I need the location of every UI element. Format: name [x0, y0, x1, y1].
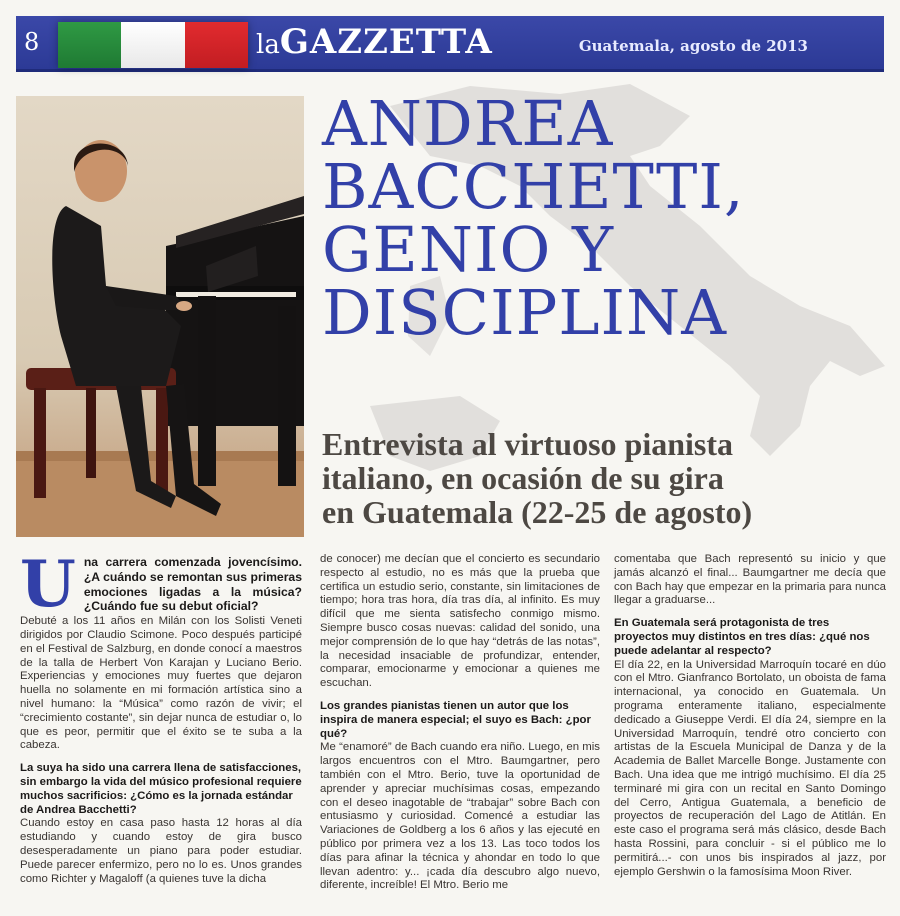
subheadline-line: Entrevista al virtuoso pianista: [322, 426, 733, 462]
article-column-3: [614, 553, 886, 879]
answer-paragraph: El día 22, en la Universidad Marroquín tocaré en dúo con el Mtro. Gianfranco Bortolato, un oboista de fama internacional, ya conocido en Guatemala. Un programa enteramente italiano, especialmente dedicado a Giuseppe Verdi. El día 24, siempre en la Universidad Marroquín, tendré otro concierto con artistas de la Escuela Municipal de Danza y de la Academia de Ballet Marcelle Bonge. Justamente con Bach. Una idea que me intrigó muchísimo. El día 25 terminaré mi gira con un recital en Santo Domingo del Cerro, Antigua Guatemala, a beneficio de proyectos de recuperación del Lago de Atitlán. En este caso el programa será más clásico, desde Bach hasta Rossini, para concluir - si el público me lo permitirá...- con unos bis inspirados al jazz, por ejemplo Gershwin o la famosísima Moon River.: [614, 658, 886, 878]
headline-line: ANDREA: [322, 87, 614, 160]
headline: [322, 87, 882, 349]
headline-line: BACCHETTI,: [322, 150, 745, 223]
article-column-1: [20, 547, 302, 886]
logo-name: GAZZETTA: [279, 22, 493, 62]
drop-cap: U: [20, 547, 76, 622]
intro-question: Una carrera comenzada jovencísimo. ¿A cuándo se remontan sus primeras emociones ligadas a la música? ¿Cuándo fue su debut oficial?: [20, 547, 302, 622]
pianist-photo: [16, 96, 304, 537]
interview-question: En Guatemala será protagonista de tres proyectos muy distintos en tres días: ¿qué nos puede adelantar al respecto?: [614, 617, 870, 657]
article-column-2: [320, 553, 600, 893]
subheadline-line: italiano, en ocasión de su gira: [322, 460, 724, 496]
answer-paragraph: de conocer) me decían que el concierto es secundario respecto al estudio, no es más que la prueba que certifica un estudio serio, constante, sin limitaciones de tiempo; hora tras hora, día tras día, al infinito. Es muy difícil que me sienta satisfecho conmigo mismo. Siempre busco cosas nuevas: calidad del sonido, una mejor comprensión de lo que hay “detrás de las notas”, la necesidad insaciable de profundizar, entender, comparar, emocionarme y emocionar a quienes me escuchan.: [320, 553, 600, 690]
italian-flag-icon: [58, 22, 248, 68]
interview-question: La suya ha sido una carrera llena de satisfacciones, sin embargo la vida del músico profesional requiere muchos sacrificios: ¿Cómo es la jornada estándar de Andrea Bacchetti?: [20, 762, 302, 816]
page-number: 8: [24, 28, 40, 56]
headline-line: DISCIPLINA: [322, 276, 728, 349]
answer-paragraph: Me “enamoré” de Bach cuando era niño. Luego, en mis largos encuentros con el Mtro. Baumgartner, pero también con el Mtro. Berio, tuve la oportunidad de aprender y apreciar muchísimas cosas, empezando con el deseo inagotable de “trabajar” sobre Bach con entusiasmo y curiosidad. Comencé a estudiar las Variaciones de Goldberg a los 6 años y las ejecuté en público por primera vez a los 13. Las toco todos los días para afinar la técnica y ahondar en todo lo que llevan adentro: y... ¡cada día descubro algo nuevo, diferente, increíble! El Mtro. Berio me: [320, 741, 600, 892]
newspaper-logo: [256, 22, 493, 62]
masthead: [16, 16, 884, 72]
headline-line: GENIO Y: [322, 213, 614, 286]
subheadline-line: en Guatemala (22-25 de agosto): [322, 494, 753, 530]
logo-prefix: la: [256, 30, 280, 60]
dateline: Guatemala, agosto de 2013: [578, 37, 808, 55]
answer-paragraph: Debuté a los 11 años en Milán con los Solisti Veneti dirigidos por Claudio Scimone. Poco después participé en el Festival de Salzburg, en donde conocí a maestros de la talla de Herbert Von Karajan y Luciano Berio. Experiencias y emociones muy fuertes que dejaron huella no solamente en mi formación artística sino a nivel humano: la “Música” como razón de vivir; el “crecimiento costante”, sin dejar nunca de estudiar o, lo que es peor, permitir que el éxito se te suba a la cabeza.: [20, 615, 302, 752]
answer-paragraph: comentaba que Bach representó su inicio y que jamás alcanzó el final... Baumgartner me decía que con Bach hay que empezar en la primaria para nunca llegar a graduarse...: [614, 553, 886, 607]
answer-paragraph: Cuando estoy en casa paso hasta 12 horas al día estudiando y cuando estoy de gira busco desesperadamente un piano para poder estudiar. Puede parecer enfermizo, pero no lo es. Unos grandes como Richter y Magaloff (a quienes tuve la dicha: [20, 817, 302, 885]
subheadline: [322, 427, 892, 529]
pianist-illustration: [16, 96, 304, 537]
interview-question: Los grandes pianistas tienen un autor que los inspira de manera especial; el suyo es Bach: ¿por qué?: [320, 699, 591, 740]
